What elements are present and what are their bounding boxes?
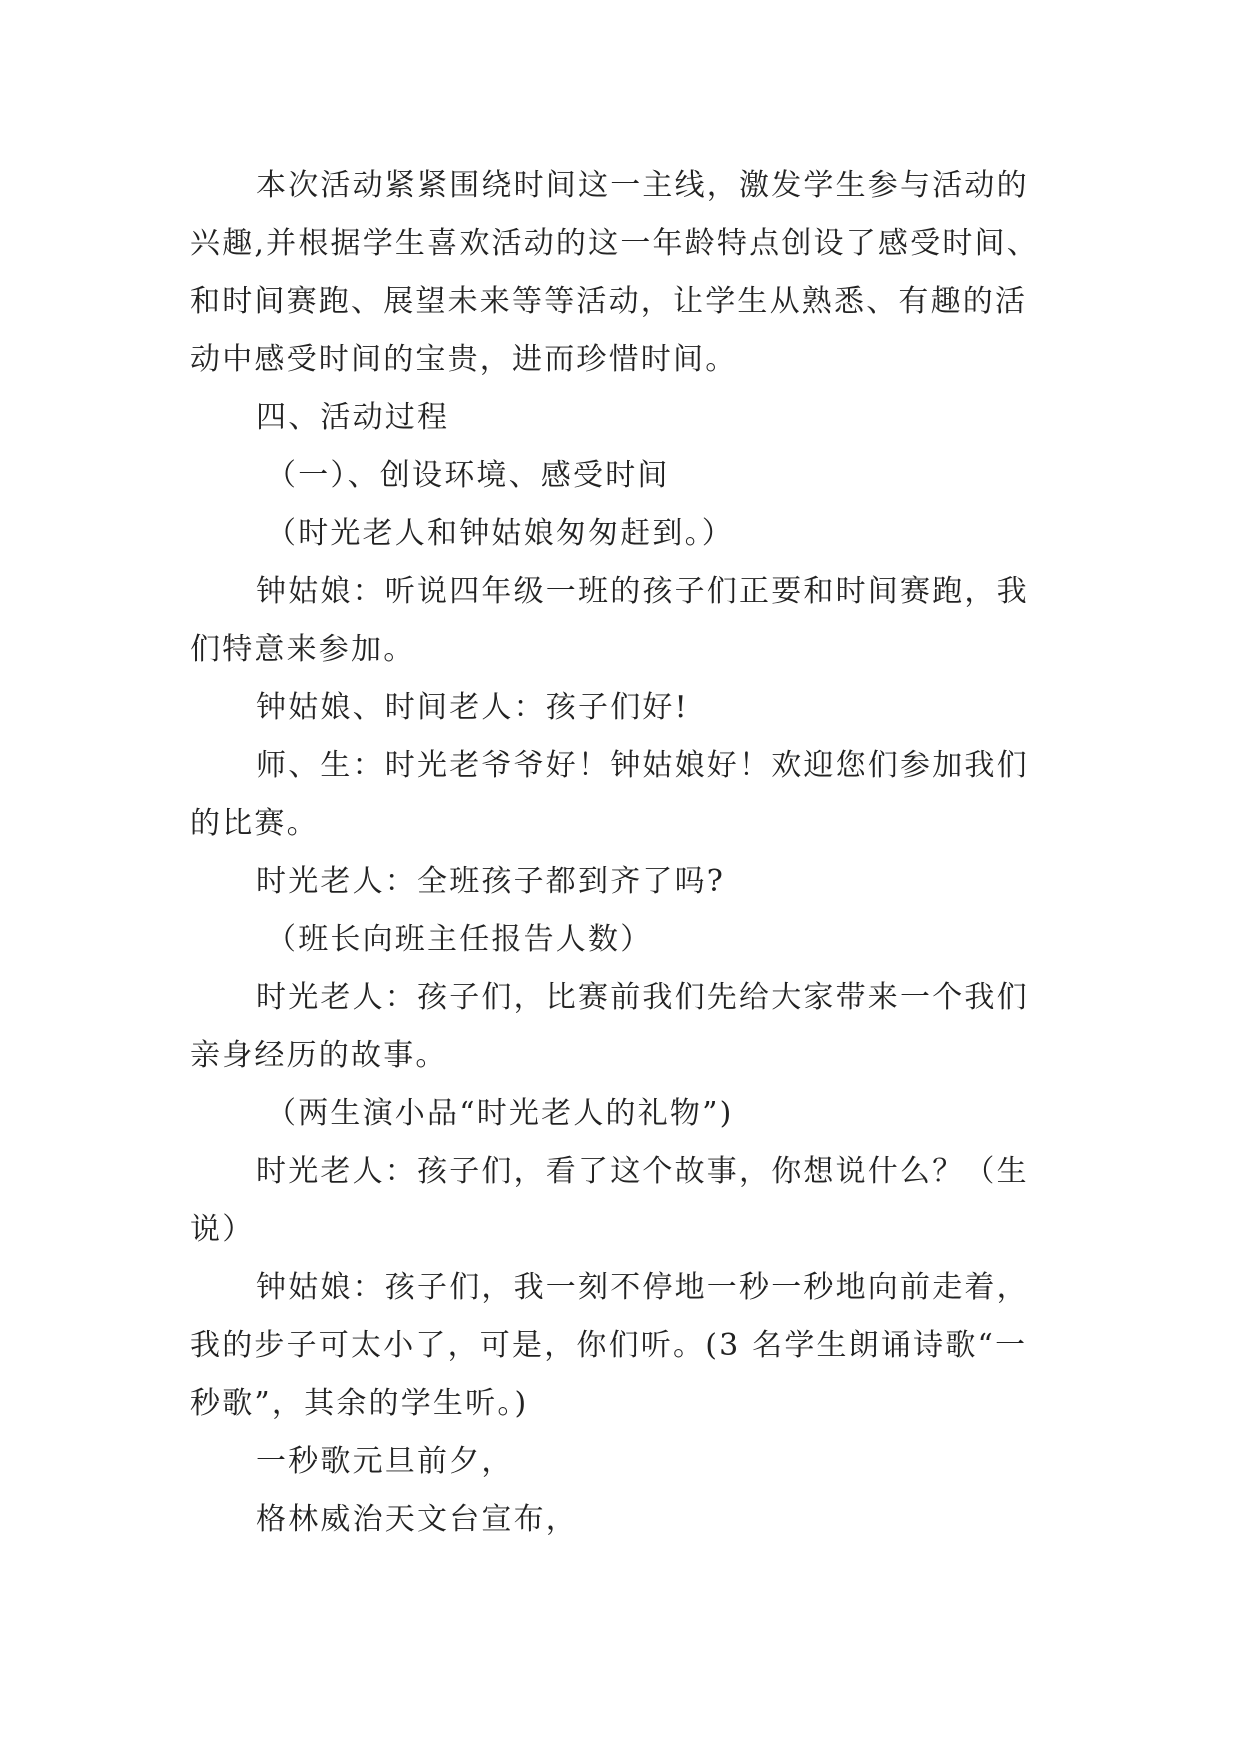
dialogue-line: 时光老人：孩子们，看了这个故事，你想说什么？（生 <box>256 1154 1029 1189</box>
poem-line: 格林威治天文台宣布， <box>256 1502 578 1537</box>
dialogue-line: 时光老人：全班孩子都到齐了吗? <box>256 864 726 899</box>
dialogue-line: 钟姑娘：听说四年级一班的孩子们正要和时间赛跑，我 <box>256 574 1029 609</box>
dialogue-line: 们特意来参加。 <box>190 632 416 667</box>
section-heading: 四、活动过程 <box>256 400 450 435</box>
stage-direction: （时光老人和钟姑娘匆匆赶到。） <box>266 516 734 551</box>
dialogue-line: 时光老人：孩子们，比赛前我们先给大家带来一个我们 <box>256 980 1029 1015</box>
dialogue-line: 我的步子可太小了，可是，你们听。(3 名学生朗诵诗歌“一 <box>190 1328 1028 1363</box>
paragraph-line: 和时间赛跑、展望未来等等活动，让学生从熟悉、有趣的活 <box>190 284 1028 319</box>
paragraph-line: 本次活动紧紧围绕时间这一主线，激发学生参与活动的 <box>256 168 1029 203</box>
stage-direction: （两生演小品“时光老人的礼物”) <box>266 1096 734 1131</box>
dialogue-line: 钟姑娘、时间老人：孩子们好! <box>256 690 689 725</box>
dialogue-line: 钟姑娘：孩子们，我一刻不停地一秒一秒地向前走着， <box>256 1270 1029 1305</box>
dialogue-line: 的比赛。 <box>190 806 319 841</box>
dialogue-line: 师、生：时光老爷爷好！钟姑娘好！欢迎您们参加我们 <box>256 748 1029 783</box>
subsection-heading: （一）、创设环境、感受时间 <box>266 458 670 493</box>
dialogue-line: 秒歌”，其余的学生听。) <box>190 1386 529 1421</box>
stage-direction: （班长向班主任报告人数） <box>266 922 653 957</box>
poem-line: 一秒歌元旦前夕， <box>256 1444 514 1479</box>
dialogue-line: 说） <box>190 1212 255 1247</box>
paragraph-line: 兴趣,并根据学生喜欢活动的这一年龄特点创设了感受时间、 <box>190 226 1039 261</box>
dialogue-line: 亲身经历的故事。 <box>190 1038 448 1073</box>
paragraph-line: 动中感受时间的宝贵，进而珍惜时间。 <box>190 342 738 377</box>
